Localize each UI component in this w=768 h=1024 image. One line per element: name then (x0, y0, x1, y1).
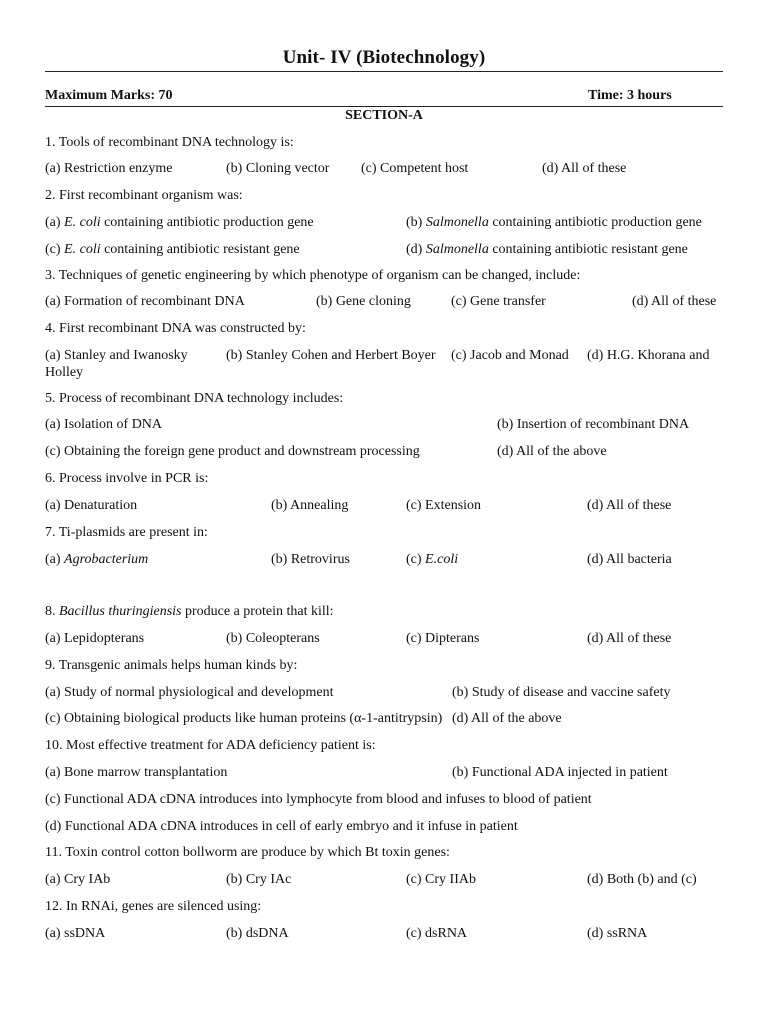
max-marks: Maximum Marks: 70 (45, 88, 173, 103)
q10-option-d: (d) Functional ADA cDNA introduces in cell of early embryo and it infuse in patient (45, 819, 518, 834)
q4-option-a: (a) Stanley and Iwanosky (45, 348, 188, 363)
q11-option-d: (d) Both (b) and (c) (587, 872, 697, 887)
q9-option-b: (b) Study of disease and vaccine safety (452, 685, 671, 700)
q10-option-c: (c) Functional ADA cDNA introduces into lymphocyte from blood and infuses to blood of patient (45, 792, 592, 807)
q3-option-a: (a) Formation of recombinant DNA (45, 294, 245, 309)
q1-option-d: (d) All of these (542, 161, 627, 176)
q5-option-d: (d) All of the above (497, 444, 607, 459)
question-2: 2. First recombinant organism was: (45, 188, 243, 203)
q7-option-a: (a) Agrobacterium (45, 552, 149, 567)
q2-option-b: (b) Salmonella containing antibiotic production gene (406, 215, 702, 230)
q3-option-d: (d) All of these (632, 294, 717, 309)
q1-option-a: (a) Restriction enzyme (45, 161, 173, 176)
question-10: 10. Most effective treatment for ADA deficiency patient is: (45, 738, 376, 753)
q5-option-b: (b) Insertion of recombinant DNA (497, 417, 690, 432)
q6-option-c: (c) Extension (406, 498, 482, 513)
q2-option-a: (a) E. coli containing antibiotic production gene (45, 215, 314, 230)
q12-option-d: (d) ssRNA (587, 926, 648, 941)
q7-option-b: (b) Retrovirus (271, 552, 350, 567)
q2-option-d: (d) Salmonella containing antibiotic resistant gene (406, 242, 688, 257)
q8-option-a: (a) Lepidopterans (45, 631, 145, 646)
q11-option-b: (b) Cry IAc (226, 872, 292, 887)
q1-option-b: (b) Cloning vector (226, 161, 330, 176)
q9-option-a: (a) Study of normal physiological and development (45, 685, 334, 700)
header-divider (45, 106, 723, 107)
question-11: 11. Toxin control cotton bollworm are produce by which Bt toxin genes: (45, 845, 450, 860)
q4-option-c: (c) Jacob and Monad (451, 348, 569, 363)
q4-option-d-continued: Holley (45, 365, 84, 380)
q11-option-a: (a) Cry IAb (45, 872, 111, 887)
section-heading: SECTION-A (345, 108, 423, 123)
q7-option-d: (d) All bacteria (587, 552, 672, 567)
page-title: Unit- IV (Biotechnology) (282, 47, 486, 68)
q12-option-b: (b) dsDNA (226, 926, 289, 941)
q1-option-c: (c) Competent host (361, 161, 469, 176)
q8-option-b: (b) Coleopterans (226, 631, 320, 646)
q11-option-c: (c) Cry IIAb (406, 872, 476, 887)
q4-option-d: (d) H.G. Khorana and (587, 348, 710, 363)
q10-option-b: (b) Functional ADA injected in patient (452, 765, 668, 780)
question-3: 3. Techniques of genetic engineering by which phenotype of organism can be changed, include: (45, 268, 581, 283)
q3-option-c: (c) Gene transfer (451, 294, 546, 309)
title-divider (45, 71, 723, 72)
question-4: 4. First recombinant DNA was constructed by: (45, 321, 306, 336)
time-limit: Time: 3 hours (588, 88, 672, 103)
q12-option-c: (c) dsRNA (406, 926, 468, 941)
q3-option-b: (b) Gene cloning (316, 294, 411, 309)
q12-option-a: (a) ssDNA (45, 926, 106, 941)
q7-option-c: (c) E.coli (406, 552, 459, 567)
q8-option-c: (c) Dipterans (406, 631, 480, 646)
q5-option-a: (a) Isolation of DNA (45, 417, 163, 432)
question-6: 6. Process involve in PCR is: (45, 471, 209, 486)
q5-option-c: (c) Obtaining the foreign gene product and downstream processing (45, 444, 420, 459)
q2-option-c: (c) E. coli containing antibiotic resistant gene (45, 242, 300, 257)
question-9: 9. Transgenic animals helps human kinds by: (45, 658, 298, 673)
q6-option-b: (b) Annealing (271, 498, 349, 513)
q4-option-b: (b) Stanley Cohen and Herbert Boyer (226, 348, 436, 363)
question-7: 7. Ti-plasmids are present in: (45, 525, 208, 540)
marks-row (45, 88, 723, 106)
question-8: 8. Bacillus thuringiensis produce a protein that kill: (45, 604, 334, 619)
q9-option-d: (d) All of the above (452, 711, 562, 726)
question-1: 1. Tools of recombinant DNA technology is: (45, 135, 294, 150)
question-5: 5. Process of recombinant DNA technology includes: (45, 391, 344, 406)
q8-option-d: (d) All of these (587, 631, 672, 646)
q6-option-a: (a) Denaturation (45, 498, 138, 513)
q9-option-c: (c) Obtaining biological products like human proteins (α-1-antitrypsin) (45, 711, 443, 726)
question-12: 12. In RNAi, genes are silenced using: (45, 899, 262, 914)
q6-option-d: (d) All of these (587, 498, 672, 513)
exam-page (45, 0, 723, 1024)
q10-option-a: (a) Bone marrow transplantation (45, 765, 228, 780)
